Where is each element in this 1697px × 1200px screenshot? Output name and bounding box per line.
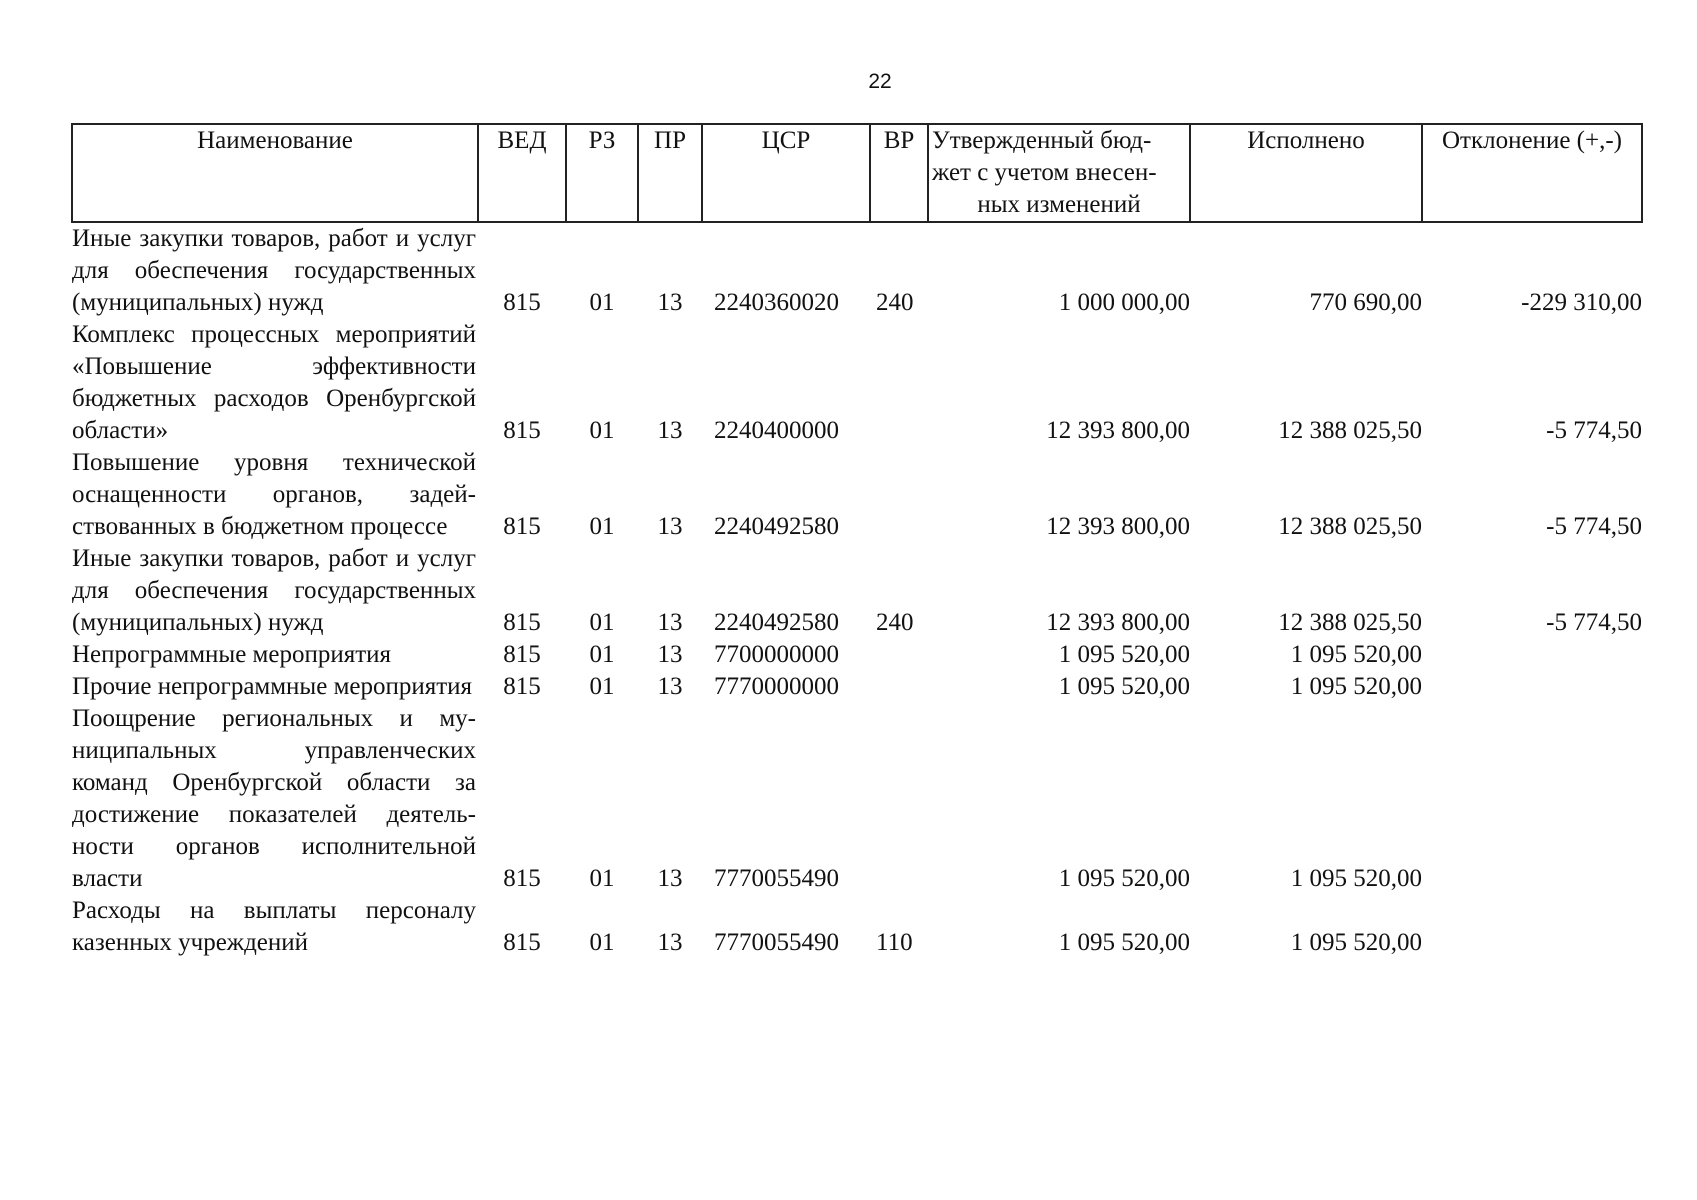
cell-ved: 815 — [503, 609, 541, 636]
cell-approved: 1 095 520,00 — [1058, 673, 1190, 700]
header-executed: Исполнено — [1190, 124, 1422, 222]
header-rz: РЗ — [566, 124, 638, 222]
page-number: 22 — [868, 70, 892, 93]
cell-approved: 1 000 000,00 — [1058, 289, 1190, 316]
cell-pr: 13 — [657, 289, 683, 316]
cell-executed: 12 388 025,50 — [1278, 513, 1422, 540]
table-row — [72, 222, 1642, 319]
cell-executed: 1 095 520,00 — [1290, 641, 1422, 668]
cell-vr — [870, 319, 928, 447]
cell-ved: 815 — [503, 289, 541, 316]
cell-name: Поощрение региональных и муниципальных управленческих команд Оренбургской области за достижение показателей деятельности органов исполнительной власти — [72, 705, 476, 892]
cell-rz: 01 — [589, 417, 615, 444]
cell-deviation — [1422, 671, 1642, 703]
cell-csr: 2240400000 — [714, 417, 839, 444]
cell-vr: 240 — [876, 609, 914, 636]
cell-name: Повышение уровня технической оснащенности органов, задействованных в бюджетном процессе — [72, 449, 476, 540]
budget-execution-table — [71, 123, 1643, 959]
cell-deviation — [1422, 639, 1642, 671]
cell-pr: 13 — [657, 609, 683, 636]
cell-csr: 2240492580 — [714, 513, 839, 540]
cell-pr: 13 — [657, 417, 683, 444]
cell-rz: 01 — [589, 641, 615, 668]
cell-csr: 7770055490 — [714, 929, 839, 956]
table-header-row — [72, 124, 1642, 222]
header-approved-budget — [928, 124, 1190, 222]
cell-executed: 1 095 520,00 — [1290, 865, 1422, 892]
cell-name: Иные закупки товаров, работ и услуг для обеспечения государственных (муниципальных) нужд — [72, 545, 476, 636]
cell-deviation: -5 774,50 — [1546, 609, 1642, 636]
cell-pr: 13 — [657, 929, 683, 956]
cell-ved: 815 — [503, 865, 541, 892]
cell-csr: 7770055490 — [714, 865, 839, 892]
header-vr: ВР — [870, 124, 928, 222]
cell-csr: 7700000000 — [714, 641, 839, 668]
cell-rz: 01 — [589, 609, 615, 636]
cell-rz: 01 — [589, 513, 615, 540]
cell-deviation — [1422, 895, 1642, 959]
cell-rz: 01 — [589, 865, 615, 892]
header-deviation: Отклонение (+,-) — [1422, 124, 1642, 222]
cell-vr — [870, 639, 928, 671]
cell-executed: 770 690,00 — [1309, 289, 1422, 316]
header-approved-line-3: ных изменений — [977, 191, 1141, 218]
cell-approved: 12 393 800,00 — [1046, 417, 1190, 444]
cell-pr: 13 — [657, 513, 683, 540]
cell-name: Комплекс процессных мероприятий «Повышение эффективности бюджетных расходов Оренбургской области» — [72, 321, 476, 444]
cell-csr: 2240492580 — [714, 609, 839, 636]
cell-rz: 01 — [589, 289, 615, 316]
cell-ved: 815 — [503, 673, 541, 700]
cell-deviation — [1422, 703, 1642, 895]
cell-approved: 1 095 520,00 — [1058, 929, 1190, 956]
cell-approved: 12 393 800,00 — [1046, 513, 1190, 540]
cell-rz: 01 — [589, 929, 615, 956]
cell-vr — [870, 671, 928, 703]
cell-approved: 1 095 520,00 — [1058, 865, 1190, 892]
cell-vr: 240 — [876, 289, 914, 316]
table-row — [72, 895, 1642, 959]
header-name: Наименование — [72, 124, 478, 222]
cell-name: Расходы на выплаты персоналу казенных учреждений — [72, 897, 476, 956]
cell-vr — [870, 447, 928, 543]
header-approved-line-1: Утвержденный бюд- — [932, 127, 1152, 154]
table-row — [72, 671, 1642, 703]
cell-name: Непрограммные мероприятия — [72, 641, 392, 668]
header-csr: ЦСР — [702, 124, 870, 222]
cell-deviation: -5 774,50 — [1546, 417, 1642, 444]
cell-name: Прочие непрограммные мероприятия — [72, 673, 473, 700]
cell-executed: 12 388 025,50 — [1278, 609, 1422, 636]
cell-deviation: -5 774,50 — [1546, 513, 1642, 540]
cell-ved: 815 — [503, 417, 541, 444]
table-row — [72, 447, 1642, 543]
table-row — [72, 639, 1642, 671]
cell-approved: 12 393 800,00 — [1046, 609, 1190, 636]
cell-executed: 1 095 520,00 — [1290, 673, 1422, 700]
table-row — [72, 319, 1642, 447]
table-row — [72, 543, 1642, 639]
cell-ved: 815 — [503, 641, 541, 668]
cell-rz: 01 — [589, 673, 615, 700]
cell-pr: 13 — [657, 673, 683, 700]
header-pr: ПР — [638, 124, 702, 222]
cell-approved: 1 095 520,00 — [1058, 641, 1190, 668]
table-row — [72, 703, 1642, 895]
cell-executed: 12 388 025,50 — [1278, 417, 1422, 444]
cell-ved: 815 — [503, 513, 541, 540]
header-approved-line-2: жет с учетом внесен- — [932, 159, 1157, 186]
cell-vr: 110 — [876, 929, 913, 956]
cell-csr: 2240360020 — [714, 289, 839, 316]
header-ved: ВЕД — [478, 124, 566, 222]
cell-name: Иные закупки товаров, работ и услуг для обеспечения государственных (муниципальных) нужд — [72, 225, 476, 316]
cell-csr: 7770000000 — [714, 673, 839, 700]
cell-ved: 815 — [503, 929, 541, 956]
cell-vr — [870, 703, 928, 895]
cell-deviation: -229 310,00 — [1521, 289, 1642, 316]
cell-pr: 13 — [657, 865, 683, 892]
cell-pr: 13 — [657, 641, 683, 668]
cell-executed: 1 095 520,00 — [1290, 929, 1422, 956]
